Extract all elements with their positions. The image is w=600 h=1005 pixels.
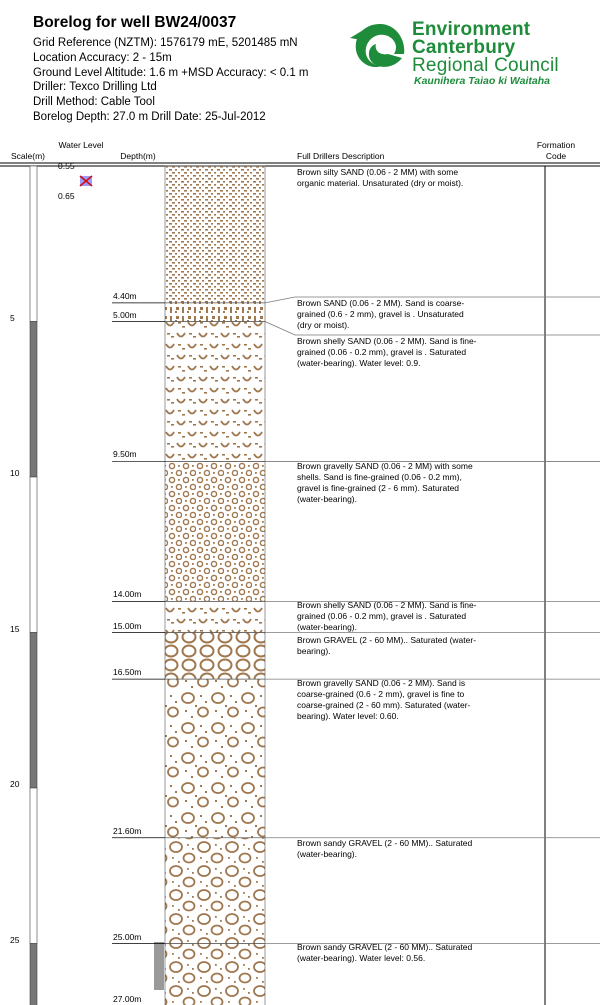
casing-hatch [155,942,163,990]
lithology-layer-3 [165,322,265,462]
depth-label: 5.00m [113,309,137,320]
lithology-column [165,166,265,1005]
lithology-layer-8 [165,838,265,944]
lithology-layer-7 [165,679,265,838]
header-water-level: Water Level [58,140,104,150]
layer-description-8: Brown sandy GRAVEL (2 - 60 MM).. Saturated (water-bearing). [297,838,473,859]
logo-maori-name: Kaunihera Taiao ki Waitaha [414,75,550,87]
scale-label: 20 [10,779,20,789]
depth-label: 9.50m [113,449,137,460]
scale-segment [30,944,37,1005]
header-formation-code: Formation Code [536,140,576,161]
layer-description-1: Brown silty SAND (0.06 - 2 MM) with some organic material. Unsaturated (dry or moist). [297,167,464,188]
logo-line-regional-council: Regional Council [412,55,559,76]
layer-description-6: Brown GRAVEL (2 - 60 MM).. Saturated (water-bearing). [297,635,477,656]
depth-label: 25.00m [113,931,142,942]
layer-description-5: Brown shelly SAND (0.06 - 2 MM). Sand is fine-grained (0.06 - 0.2 mm), gravel is . Saturated (water-bearing). [297,600,477,632]
scale-bar [30,166,37,1005]
borelog-title: Borelog for well BW24/0037 [33,14,237,31]
depth-label: 15.00m [113,620,142,631]
location-accuracy: Location Accuracy: 2 - 15m [33,52,172,64]
lithology-layer-6 [165,633,265,680]
header-scale: Scale(m) [10,151,45,161]
scale-segment [30,166,37,322]
borelog-depth-and-date: Borelog Depth: 27.0 m Drill Date: 25-Jul-2012 [33,111,266,123]
scale-label: 15 [10,623,20,634]
layer-description-2: Brown SAND (0.06 - 2 MM). Sand is coarse-grained (0.6 - 2 mm), gravel is . Unsaturated (dry or moist). [297,298,465,330]
lithology-layer-9 [165,944,265,1005]
logo-line-canterbury: Canterbury [412,37,516,58]
scale-label: 5 [10,312,15,323]
grid-reference: Grid Reference (NZTM): 1576179 mE, 5201485 mN [33,37,298,49]
scale-segment [30,633,37,789]
layer-description-3: Brown shelly SAND (0.06 - 2 MM). Sand is fine-grained (0.06 - 0.2 mm), gravel is . Saturated (water-bearing). Water level: 0.9. [297,336,477,368]
depth-label: 4.40m [113,290,137,301]
drill-method: Drill Method: Cable Tool [33,96,155,108]
water-level-top-value: 0.55 [58,161,75,171]
header-description: Full Drillers Description [297,151,385,161]
scale-segment [30,788,37,944]
lithology-layer-5 [165,601,265,632]
layer-description-4: Brown gravelly SAND (0.06 - 2 MM) with some shells. Sand is fine-grained (0.06 - 0.2 mm), gravel is fine-grained (2 - 6 mm). Saturated (water-bearing). [297,461,473,504]
lithology-layer-4 [165,461,265,601]
water-level-marker-icon [80,176,92,186]
lithology-layer-2 [165,303,265,322]
lithology-layer-1 [165,166,265,303]
scale-segment [30,477,37,633]
scale-label: 25 [10,934,20,945]
scale-label: 10 [10,468,20,478]
logo-line-environment: Environment [412,19,531,40]
depth-label: 27.00m [113,993,142,1004]
layer-description-9: Brown sandy GRAVEL (2 - 60 MM).. Saturated (water-bearing). Water level: 0.56. [297,942,473,963]
scale-segment [30,322,37,478]
layer-description-7: Brown gravelly SAND (0.06 - 2 MM). Sand is coarse-grained (0.6 - 2 mm), gravel is fine to coarse-grained (2 - 60 mm). Saturated (water-bearing). Water level: 0.60. [297,678,471,721]
ground-level-altitude: Ground Level Altitude: 1.6 m +MSD Accuracy: < 0.1 m [33,67,309,79]
water-level-value: 0.65 [58,191,75,201]
header-depth: Depth(m) [120,151,156,161]
driller: Driller: Texco Drilling Ltd [33,81,157,93]
depth-label: 16.50m [113,667,142,678]
depth-label: 21.60m [113,825,142,836]
depth-label: 14.00m [113,589,142,600]
